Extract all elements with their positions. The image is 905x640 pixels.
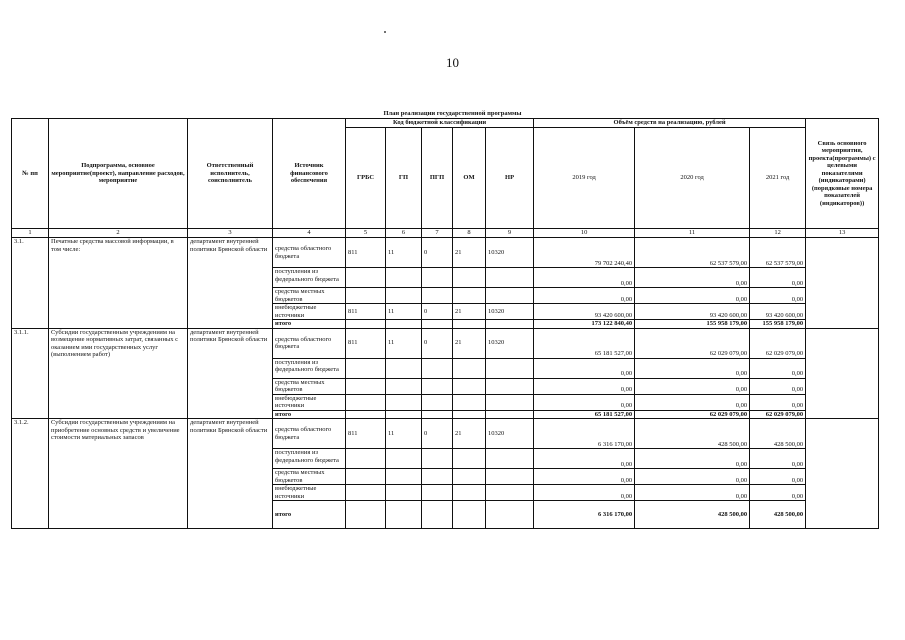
header-gp: ГП <box>386 128 422 229</box>
column-number: 3 <box>188 229 273 238</box>
source-label: поступления из федерального бюджета <box>273 449 346 469</box>
activity-name: Субсидии государственным учреждениям на возмещение нормативных затрат, связанных с оказанием ими государственных услуг (выполнением работ) <box>49 328 188 419</box>
code-pgp: 0 <box>422 304 453 320</box>
header-nr: НР <box>486 128 534 229</box>
source-label: средства местных бюджетов <box>273 378 346 394</box>
amount-2020: 428 500,00 <box>635 419 750 449</box>
amount-2020: 62 537 579,00 <box>635 238 750 268</box>
column-number: 4 <box>273 229 346 238</box>
source-label: внебюджетные источники <box>273 394 346 410</box>
amount-2019: 0,00 <box>534 469 635 485</box>
table-row <box>12 419 879 449</box>
code-grbs: 811 <box>346 238 386 268</box>
amount-2020: 0,00 <box>635 485 750 501</box>
amount-2019: 0,00 <box>534 378 635 394</box>
source-label: поступления из федерального бюджета <box>273 358 346 378</box>
column-number: 7 <box>422 229 453 238</box>
amount-2020: 0,00 <box>635 449 750 469</box>
amount-2020: 0,00 <box>635 394 750 410</box>
code-grbs: 811 <box>346 304 386 320</box>
amount-2020: 62 029 079,00 <box>635 328 750 358</box>
total-label: итого <box>273 410 346 419</box>
code-om: 21 <box>453 238 486 268</box>
code-om: 21 <box>453 328 486 358</box>
code-nr: 10320 <box>486 328 534 358</box>
scan-speck <box>384 31 386 33</box>
amount-2020: 0,00 <box>635 469 750 485</box>
header-budget-code: Код бюджетной классификации <box>346 119 534 128</box>
amount-2019: 0,00 <box>534 394 635 410</box>
total-2019: 173 122 840,40 <box>534 320 635 329</box>
amount-2021: 0,00 <box>750 358 806 378</box>
amount-2021: 62 537 579,00 <box>750 238 806 268</box>
amount-2019: 79 702 240,40 <box>534 238 635 268</box>
row-number: 3.1.2. <box>12 419 49 529</box>
column-number: 1 <box>12 229 49 238</box>
header-2019: 2019 год <box>534 128 635 229</box>
amount-2020: 93 420 600,00 <box>635 304 750 320</box>
header-grbs: ГРБС <box>346 128 386 229</box>
amount-2021: 0,00 <box>750 288 806 304</box>
amount-2019: 0,00 <box>534 449 635 469</box>
total-2019: 65 181 527,00 <box>534 410 635 419</box>
code-nr: 10320 <box>486 419 534 449</box>
header-activity: Подпрограмма, основное мероприятие(проект), направление расходов, мероприятие <box>49 119 188 229</box>
header-2021: 2021 год <box>750 128 806 229</box>
header-row-1 <box>12 119 879 128</box>
code-gp: 11 <box>386 304 422 320</box>
code-gp: 11 <box>386 238 422 268</box>
header-pgp: ПГП <box>422 128 453 229</box>
column-number: 13 <box>806 229 879 238</box>
table-title: План реализации государственной программы <box>383 110 522 117</box>
code-nr: 10320 <box>486 304 534 320</box>
column-number: 8 <box>453 229 486 238</box>
executor: департамент внутренней политики Брянской области <box>188 328 273 419</box>
amount-2019: 6 316 170,00 <box>534 419 635 449</box>
amount-2020: 0,00 <box>635 358 750 378</box>
source-label: средства местных бюджетов <box>273 469 346 485</box>
amount-2021: 62 029 079,00 <box>750 328 806 358</box>
total-2020: 428 500,00 <box>635 501 750 529</box>
amount-2021: 0,00 <box>750 378 806 394</box>
indicator-link <box>806 238 879 329</box>
source-label: средства местных бюджетов <box>273 288 346 304</box>
amount-2021: 93 420 600,00 <box>750 304 806 320</box>
total-2020: 62 029 079,00 <box>635 410 750 419</box>
header-no: № пп <box>12 119 49 229</box>
source-label: средства областного бюджета <box>273 419 346 449</box>
header-volume: Объём средств на реализацию, рублей <box>534 119 806 128</box>
header-source: Источник финансового обеспечения <box>273 119 346 229</box>
total-label: итого <box>273 501 346 529</box>
table-row <box>12 328 879 358</box>
table-row <box>12 238 879 268</box>
indicator-link <box>806 328 879 419</box>
total-2019: 6 316 170,00 <box>534 501 635 529</box>
amount-2019: 0,00 <box>534 358 635 378</box>
source-label: средства областного бюджета <box>273 238 346 268</box>
amount-2021: 0,00 <box>750 449 806 469</box>
executor: департамент внутренней политики Брянской области <box>188 238 273 329</box>
amount-2021: 0,00 <box>750 394 806 410</box>
column-number: 6 <box>386 229 422 238</box>
amount-2020: 0,00 <box>635 378 750 394</box>
header-executor: Ответственный исполнитель, соисполнитель <box>188 119 273 229</box>
total-2021: 62 029 079,00 <box>750 410 806 419</box>
activity-name: Печатные средства массовой информации, в том числе: <box>49 238 188 329</box>
amount-2020: 0,00 <box>635 288 750 304</box>
code-nr: 10320 <box>486 238 534 268</box>
source-label: поступления из федерального бюджета <box>273 268 346 288</box>
code-pgp: 0 <box>422 328 453 358</box>
amount-2021: 428 500,00 <box>750 419 806 449</box>
header-om: ОМ <box>453 128 486 229</box>
code-pgp: 0 <box>422 238 453 268</box>
amount-2019: 0,00 <box>534 288 635 304</box>
code-gp: 11 <box>386 419 422 449</box>
amount-2021: 0,00 <box>750 268 806 288</box>
row-number: 3.1. <box>12 238 49 329</box>
total-2021: 155 958 179,00 <box>750 320 806 329</box>
total-label: итого <box>273 320 346 329</box>
column-number: 5 <box>346 229 386 238</box>
code-grbs: 811 <box>346 328 386 358</box>
program-plan-table <box>11 118 879 529</box>
column-number: 11 <box>635 229 750 238</box>
indicator-link <box>806 419 879 529</box>
source-label: внебюджетные источники <box>273 485 346 501</box>
source-label: внебюджетные источники <box>273 304 346 320</box>
column-number: 2 <box>49 229 188 238</box>
column-number: 9 <box>486 229 534 238</box>
total-2021: 428 500,00 <box>750 501 806 529</box>
header-link: Связь основного мероприятия, проекта(программы) с целевыми показателями (индикаторами) (порядковые номера показателей (индикаторов)) <box>806 119 879 229</box>
code-pgp: 0 <box>422 419 453 449</box>
amount-2019: 65 181 527,00 <box>534 328 635 358</box>
activity-name: Субсидии государственным учреждениям на приобретение основных средств и увеличение стоимости материальных запасов <box>49 419 188 529</box>
code-grbs: 811 <box>346 419 386 449</box>
amount-2019: 0,00 <box>534 485 635 501</box>
total-2020: 155 958 179,00 <box>635 320 750 329</box>
page-number: 10 <box>446 55 459 70</box>
amount-2020: 0,00 <box>635 268 750 288</box>
source-label: средства областного бюджета <box>273 328 346 358</box>
amount-2019: 0,00 <box>534 268 635 288</box>
code-om: 21 <box>453 419 486 449</box>
executor: департамент внутренней политики Брянской области <box>188 419 273 529</box>
code-gp: 11 <box>386 328 422 358</box>
column-number: 12 <box>750 229 806 238</box>
column-number: 10 <box>534 229 635 238</box>
amount-2021: 0,00 <box>750 485 806 501</box>
header-2020: 2020 год <box>635 128 750 229</box>
amount-2019: 93 420 600,00 <box>534 304 635 320</box>
amount-2021: 0,00 <box>750 469 806 485</box>
column-number-row <box>12 229 879 238</box>
row-number: 3.1.1. <box>12 328 49 419</box>
code-om: 21 <box>453 304 486 320</box>
